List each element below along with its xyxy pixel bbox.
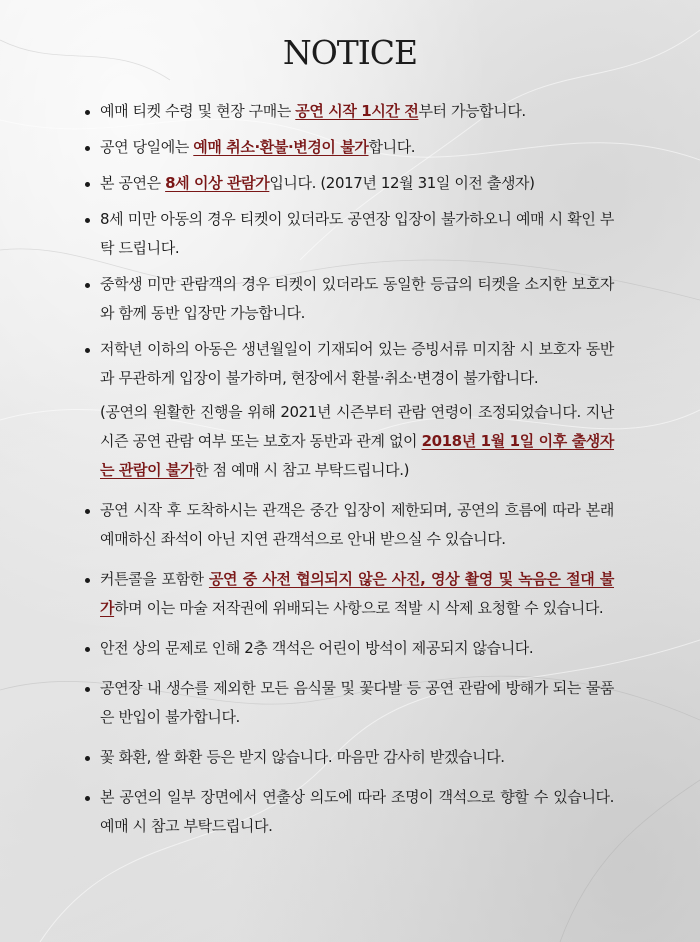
bullet-dot-icon [85, 647, 90, 652]
notice-item-lighting [86, 783, 614, 841]
note-text: 한 점 예매 시 참고 부탁드립니다.) [194, 461, 410, 479]
notice-text: 본 공연의 일부 장면에서 연출상 의도에 따라 조명이 객석으로 향할 수 있습니다. 예매 시 참고 부탁드립니다. [100, 788, 614, 835]
notice-item-ticket-pickup [86, 97, 614, 126]
notice-highlight: 공연 시작 1시간 전 [295, 102, 419, 120]
page-title: NOTICE [282, 33, 418, 72]
notice-item-flowers [86, 743, 614, 772]
notice-text: 저학년 이하의 아동은 생년월일이 기재되어 있는 증빙서류 미지참 시 보호자 동반과 무관하게 입장이 불가하며, 현장에서 환불·취소·변경이 불가합니다. [100, 340, 614, 387]
notice-item-food [86, 674, 614, 732]
notice-text: 공연 시작 후 도착하시는 관객은 중간 입장이 제한되며, 공연의 흐름에 따라 본래 예매하신 좌석이 아닌 지연 관객석으로 안내 받으실 수 있습니다. [100, 501, 614, 548]
notice-text: 예매 티켓 수령 및 현장 구매는 [100, 102, 296, 120]
notice-text: 합니다. [368, 138, 416, 156]
bullet-dot-icon [85, 218, 90, 223]
bullet-dot-icon [85, 687, 90, 692]
bullet-dot-icon [85, 796, 90, 801]
bullet-dot-icon [85, 509, 90, 514]
bullet-dot-icon [85, 283, 90, 288]
notice-text: 안전 상의 문제로 인해 2층 객석은 어린이 방석이 제공되지 않습니다. [100, 639, 534, 657]
bullet-dot-icon [85, 756, 90, 761]
notice-text: 8세 미만 아동의 경우 티켓이 있더라도 공연장 입장이 불가하오니 예매 시 확인 부탁 드립니다. [100, 210, 614, 257]
notice-item-photography [86, 565, 614, 623]
notice-text: 꽃 화환, 쌀 화환 등은 받지 않습니다. 마음만 감사히 받겠습니다. [100, 748, 505, 766]
notice-item-id-proof [86, 335, 614, 485]
notice-highlight: 2018년 1월 1일 이후 출생자는 관람이 불가 [100, 432, 614, 479]
notice-list [86, 97, 614, 848]
notice-highlight: 공연 중 사전 협의되지 않은 사진, 영상 촬영 및 녹음은 절대 불가 [100, 570, 614, 617]
notice-text: 하며 이는 마술 저작권에 위배되는 사항으로 적발 시 삭제 요청할 수 있습니다. [114, 599, 604, 617]
notice-text: 공연 당일에는 [100, 138, 194, 156]
notice-item-cushion [86, 634, 614, 663]
notice-text: 중학생 미만 관람객의 경우 티켓이 있더라도 동일한 등급의 티켓을 소지한 보호자와 함께 동반 입장만 가능합니다. [100, 275, 614, 322]
bullet-dot-icon [85, 348, 90, 353]
bullet-dot-icon [85, 578, 90, 583]
bullet-dot-icon [85, 182, 90, 187]
notice-text: 입니다. (2017년 12월 31일 이전 출생자) [269, 174, 535, 192]
note-text: (공연의 원활한 진행을 위해 2021년 시즌부터 관람 연령이 조정되었습니다. 지난 시즌 공연 관람 여부 또는 보호자 동반과 관계 없이 [100, 403, 614, 450]
notice-text: 공연장 내 생수를 제외한 모든 음식물 및 꽃다발 등 공연 관람에 방해가 되는 물품은 반입이 불가합니다. [100, 679, 614, 726]
notice-item-late-arrival [86, 496, 614, 554]
bullet-dot-icon [85, 146, 90, 151]
notice-highlight: 8세 이상 관람가 [165, 174, 270, 192]
notice-item-age-rating [86, 169, 614, 198]
notice-highlight: 예매 취소·환불·변경이 불가 [193, 138, 369, 156]
notice-text: 부터 가능합니다. [418, 102, 526, 120]
notice-text: 커튼콜을 포함한 [100, 570, 209, 588]
notice-text: 본 공연은 [100, 174, 166, 192]
notice-item-same-day-policy [86, 133, 614, 162]
notice-item-guardian [86, 270, 614, 328]
notice-item-under-eight [86, 205, 614, 263]
notice-note [100, 398, 614, 485]
bullet-dot-icon [85, 110, 90, 115]
